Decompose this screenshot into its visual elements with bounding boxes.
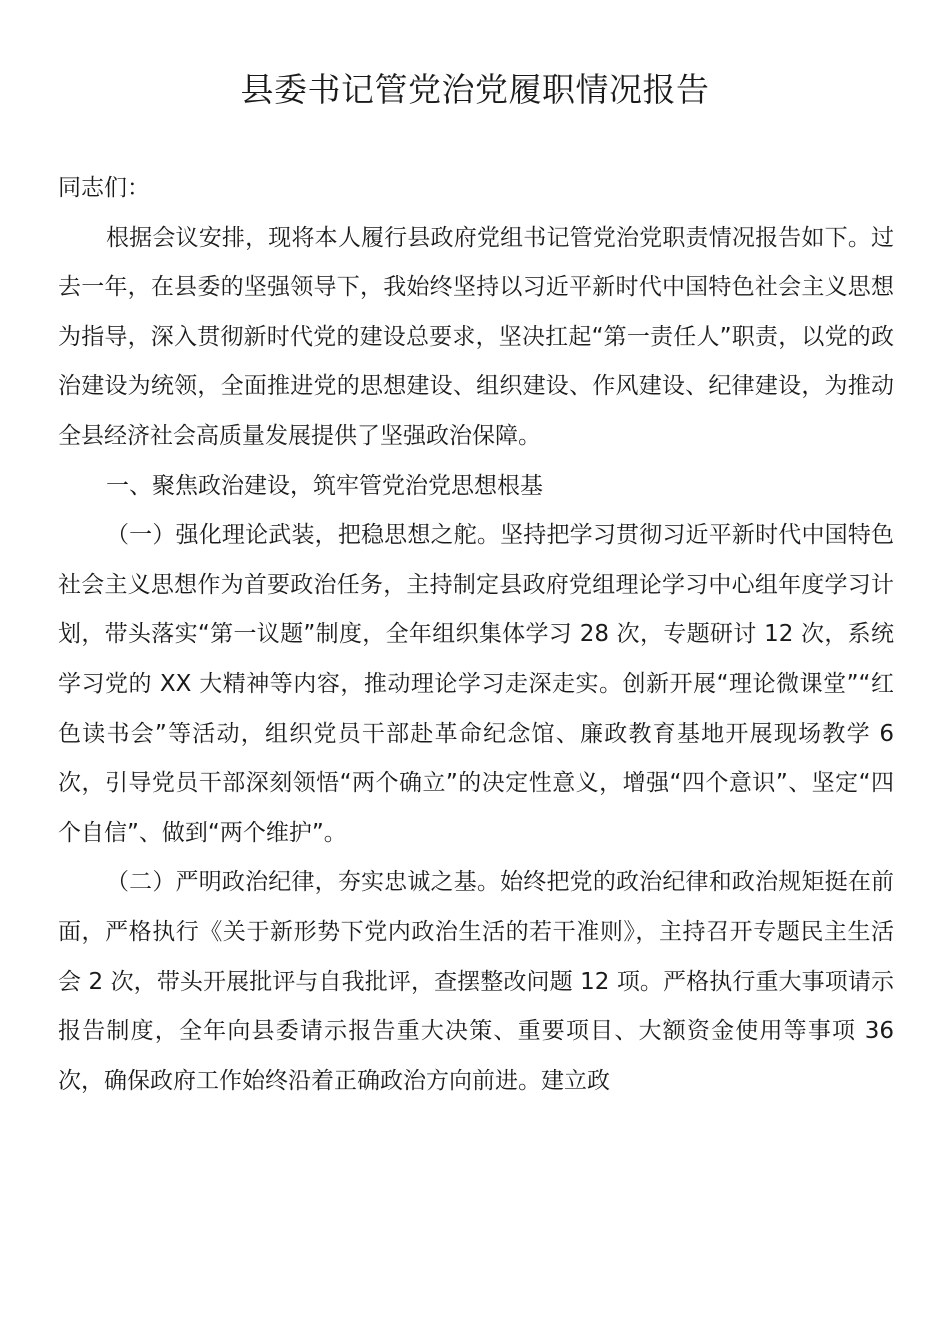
- subsection-paragraph: （一）强化理论武装，把稳思想之舵。坚持把学习贯彻习近平新时代中国特色社会主义思想作为首要政治任务，主持制定县政府党组理论学习中心组年度学习计划，带头落实“第一议题”制度，全年组织集体学习 28 次，专题研讨 12 次，系统学习党的 XX 大精神等内容，推动理论学习走深走实。创新开展“理论微课堂”“红色读书会”等活动，组织党员干部赴革命纪念馆、廉政教育基地开展现场教学 6 次，引导党员干部深刻领悟“两个确立”的决定性意义，增强“四个意识”、坚定“四个自信”、做到“两个维护”。: [58, 522, 894, 846]
- document-body: [58, 164, 894, 1106]
- salutation: 同志们：: [58, 175, 150, 201]
- intro-paragraph: 根据会议安排，现将本人履行县政府党组书记管党治党职责情况报告如下。过去一年，在县委的坚强领导下，我始终坚持以习近平新时代中国特色社会主义思想为指导，深入贯彻新时代党的建设总要求，坚决扛起“第一责任人”职责，以党的政治建设为统领，全面推进党的思想建设、组织建设、作风建设、纪律建设，为推动全县经济社会高质量发展提供了坚强政治保障。: [58, 224, 894, 449]
- subsection-paragraph: （二）严明政治纪律，夯实忠诚之基。始终把党的政治纪律和政治规矩挺在前面，严格执行《关于新形势下党内政治生活的若干准则》，主持召开专题民主生活会 2 次，带头开展批评与自我批评，查摆整改问题 12 项。严格执行重大事项请示报告制度，全年向县委请示报告重大决策、重要项目、大额资金使用等事项 36 次，确保政府工作始终沿着正确政治方向前进。建立政: [58, 869, 894, 1094]
- section-heading: 一、聚焦政治建设，筑牢管党治党思想根基: [106, 472, 543, 499]
- document-title: 县委书记管党治党履职情况报告: [240, 70, 710, 109]
